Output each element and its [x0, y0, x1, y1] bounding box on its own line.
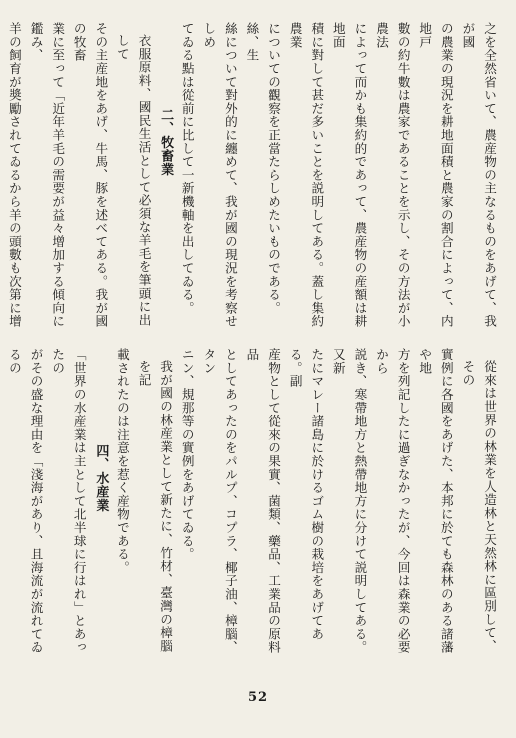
section-heading-livestock: 二、牧畜業: [158, 108, 174, 177]
text-line: 載されたのは注意を惹く産物である。: [114, 348, 130, 575]
text-line: 積に對して甚だ多いことを説明してある。蓋し集約農業: [287, 22, 325, 328]
text-line: がその盛な理由を「淺海があり、且海流が流れてゐるの: [6, 348, 44, 654]
upper-text-block: [6, 22, 500, 332]
text-line: によって而かも集約的であって、農産物の産額は耕地面: [330, 22, 368, 328]
text-line: 數の約牛數は農家であることを示し、その方法が小農法: [374, 22, 411, 328]
text-line: 「世界の水産業は主として北半球に行はれ」とあったの: [50, 348, 87, 654]
text-line: 之を全然省いて、農産物の主なるものをあげて、我が國: [460, 22, 497, 328]
text-line: としてあったのをパルプ、コプラ、椰子油、樟腦、タン: [201, 348, 238, 654]
page-number: 52: [247, 690, 269, 705]
text-line: たにマレー諸島に於けるゴム樹の栽培をあげてある。副: [287, 348, 325, 641]
section-heading-fisheries: 四、水産業: [93, 444, 109, 513]
text-line: 衣服原料、國民生活として必須な羊毛を筆頭に出して: [114, 34, 152, 327]
text-line: 方を列記したに過ぎなかったが、今回は森業の必要から: [374, 348, 411, 654]
text-line: てゐる點は從前に比して一新機軸を出してゐる。: [179, 22, 195, 315]
text-line: の農業の現況を耕地面積と農家の割合によって、内地戸: [417, 22, 454, 328]
text-line: 從來は世界の林業を人造林と天然林に區別して、その: [460, 360, 497, 653]
text-line: 羊の飼育が奬勵されてゐるから羊の頭數も次第に增: [6, 22, 22, 328]
text-line: 絲について對外的に纏めて、我が國の現況を考察せしめ: [201, 22, 238, 328]
text-line: 我が國の林産業として新たに、竹材、臺灣の樟腦を記: [136, 360, 174, 653]
lower-text-block: [6, 348, 500, 663]
text-line: その主産地をあげ、牛馬、豚を述べてある。我が國の牧畜: [71, 22, 109, 328]
text-line: ニン、規那等の實例をあげてゐる。: [179, 348, 195, 561]
text-line: 説き、寒帶地方と熱帶地方に分けて説明してある。又新: [330, 348, 368, 654]
text-line: [0, 348, 3, 663]
text-line: 業に至って「近年羊毛の需要が益々增加する傾向に鑑み、: [28, 22, 66, 328]
text-line: 實例に各國をあげた、本邦に於ても森林のある諸藩や地: [417, 348, 454, 654]
text-line: についての觀察を正當たらしめたいものである。絲、生: [244, 22, 282, 315]
text-line: 産物として從來の果實、菌類、藥品、工業品の原料品: [244, 348, 282, 654]
